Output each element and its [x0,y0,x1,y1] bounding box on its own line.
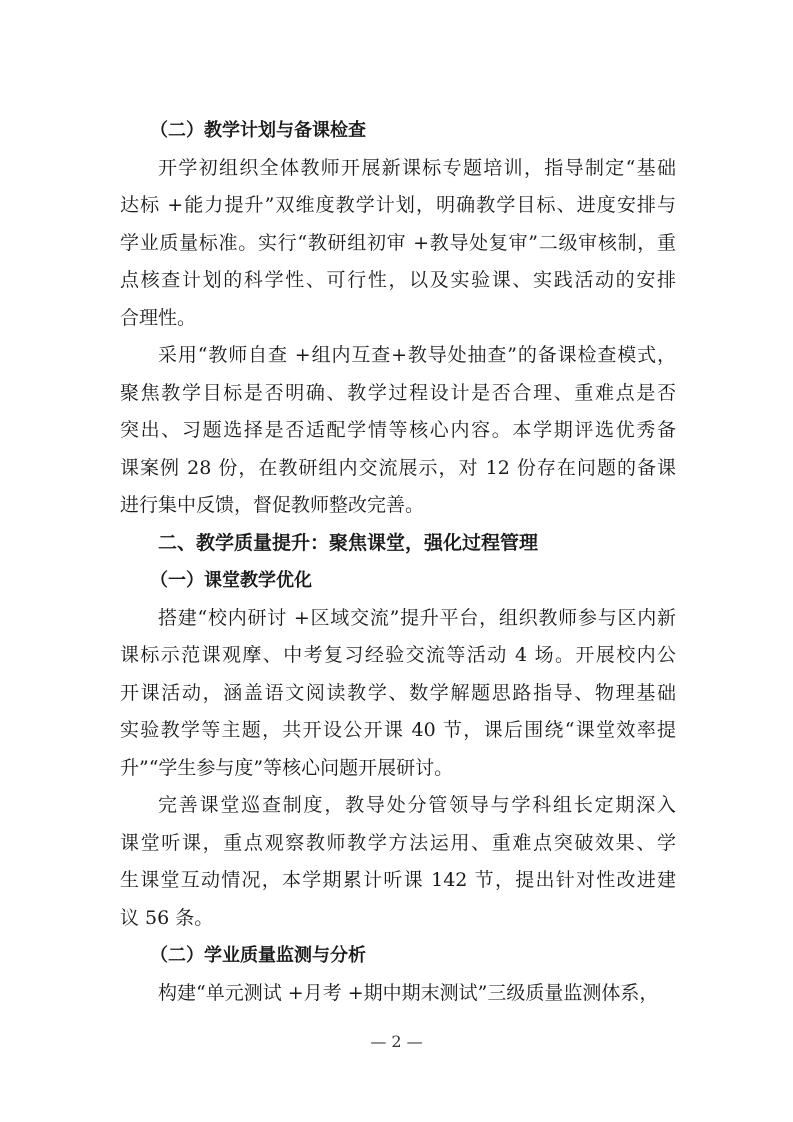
paragraph-line: 实验教学等主题，共开设公开课 40 节，课后围绕“课堂效率提 [120,719,676,741]
paragraph-line: 点核查计划的科学性、可行性，以及实验课、实践活动的安排 [120,269,676,291]
paragraph-line: 课标示范课观摩、中考复习经验交流等活动 4 场。开展校内公 [120,644,676,666]
paragraph-line: 构建“单元测试 +月考 +期中期末测试”三级质量监测体系， [158,981,659,1004]
subsection-heading: （一）课堂教学优化 [150,570,312,591]
paragraph-line: 进行集中反馈，督促教师整改完善。 [120,494,425,516]
paragraph-line: 升”“学生参与度”等核心问题开展研讨。 [120,756,454,779]
paragraph-line: 采用“教师自查 +组内互查+教导处抽查”的备课检查模式， [158,344,676,366]
page-number: — 2 — [370,1032,423,1051]
subsection-heading: （二）教学计划与备课检查 [150,120,366,141]
paragraph-line: 合理性。 [120,306,197,329]
paragraph-line: 课案例 28 份，在教研组内交流展示，对 12 份存在问题的备课 [120,456,676,479]
paragraph-line: 突出、习题选择是否适配学情等核心内容。本学期评选优秀备 [120,419,676,441]
paragraph-line: 聚焦教学目标是否明确、教学过程设计是否合理、重难点是否 [120,381,676,404]
paragraph-line: 完善课堂巡查制度，教导处分管领导与学科组长定期深入 [158,794,676,816]
paragraph-line: 开学初组织全体教师开展新课标专题培训，指导制定“基础 [158,156,676,179]
document-body [120,112,676,1012]
paragraph-line: 达标 +能力提升”双维度教学计划，明确教学目标、进度安排与 [120,194,676,216]
paragraph-line: 搭建“校内研讨 +区域交流”提升平台，组织教师参与区内新 [158,606,676,629]
paragraph-line: 开课活动，涵盖语文阅读教学、数学解题思路指导、物理基础 [120,681,676,704]
subsection-heading: （二）学业质量监测与分析 [150,945,366,966]
section-heading: 二、教学质量提升：聚焦课堂，强化过程管理 [158,531,539,554]
paragraph-line: 课堂听课，重点观察教师教学方法运用、重难点突破效果、学 [120,831,676,854]
paragraph-line: 议 56 条。 [120,906,214,929]
paragraph-line: 生课堂互动情况，本学期累计听课 142 节，提出针对性改进建 [120,869,676,891]
paragraph-line: 学业质量标准。实行“教研组初审 +教导处复审”二级审核制，重 [120,231,676,254]
